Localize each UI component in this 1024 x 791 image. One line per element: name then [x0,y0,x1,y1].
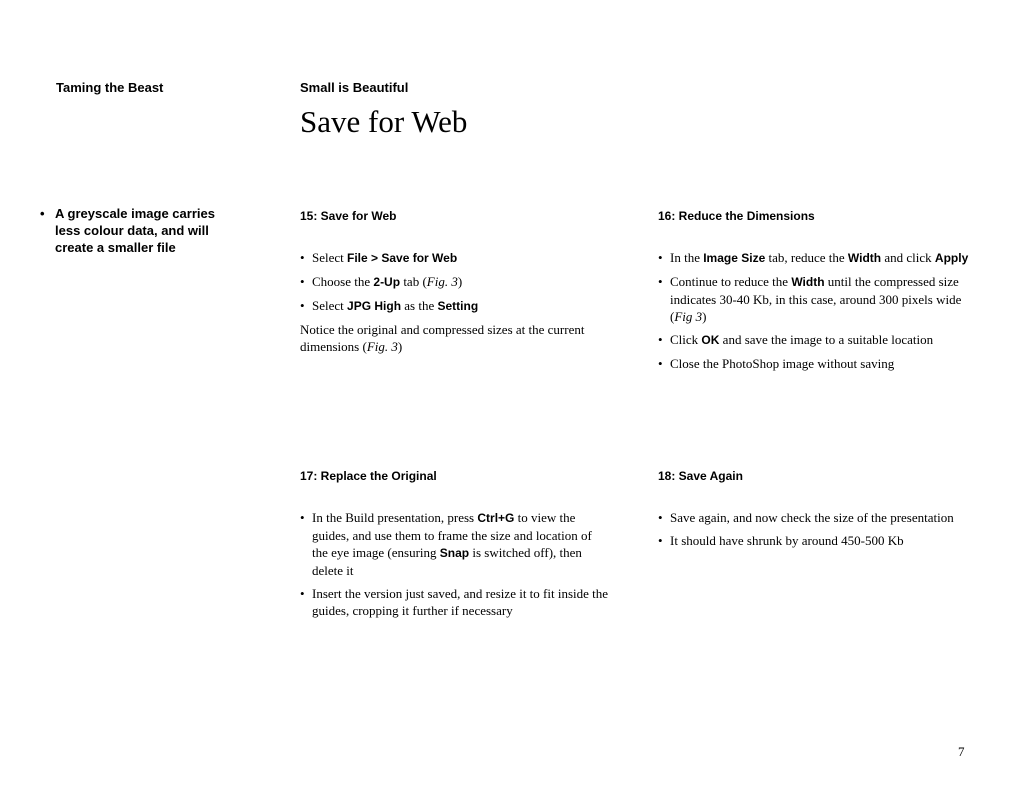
step-heading: 17: Replace the Original [300,469,437,483]
item-text: ) [702,309,707,324]
item-text: is switched off), then delete it [312,545,582,578]
item-text: In the [670,250,704,265]
step-body [658,249,978,372]
step-15-panel [300,209,620,355]
step-18-panel [658,469,978,555]
bullet-icon: • [300,274,305,289]
item-text: Continue to reduce the [670,274,792,289]
keyword: Setting [437,299,479,313]
section-subtitle: Small is Beautiful [300,80,409,95]
list-item [300,273,620,291]
bullet-icon: • [658,510,663,525]
list-item [658,273,978,325]
step-17-panel [300,469,610,625]
menu-path: File > Save for Web [347,251,458,265]
list-item [658,331,978,349]
item-text: Select [312,298,348,313]
step-body [300,509,610,619]
list-item [658,532,978,549]
keyword: Width [791,275,825,289]
keyword: 2-Up [373,275,401,289]
item-text: ) [457,274,463,289]
step-heading: 16: Reduce the Dimensions [658,209,815,223]
bullet-icon: • [40,206,45,221]
page-title: Save for Web [300,104,468,139]
list-item [658,355,978,372]
item-text: tab, reduce the [765,250,848,265]
list-item [658,509,978,526]
item-text: until the compressed size indicates 30-40 Kb, in this case, around 300 pixels wide ( [670,274,962,324]
item-text: In the Build presentation, press [312,510,478,525]
item-text: Choose the [312,274,374,289]
item-text: It should have shrunk by around 450-500 Kb [670,533,904,548]
item-text: Notice the original and compressed sizes at the current dimensions ( [300,322,585,354]
item-text: Insert the version just saved, and resize it to fit inside the guides, cropping it further if necessary [312,586,609,618]
item-text: as the [401,298,438,313]
list-item [300,297,620,315]
shortcut-key: Ctrl+G [477,511,515,525]
bullet-icon: • [658,356,663,371]
list-item [300,509,610,579]
bullet-icon: • [658,274,663,289]
keyword: JPG High [347,299,402,313]
list-item [300,249,620,267]
bullet-icon: • [300,298,305,313]
keyword: OK [701,333,720,347]
step-heading: 15: Save for Web [300,209,397,223]
page-number: 7 [958,744,965,759]
step-note [300,321,620,355]
keyword: Snap [439,546,470,560]
sidebar-note-text: A greyscale image carries less colour data, and will create a smaller file [55,206,215,255]
item-text: Save again, and now check the size of the presentation [670,510,954,525]
list-item [300,585,610,619]
keyword: Width [847,251,882,265]
list-item [40,205,240,256]
bullet-icon: • [658,250,663,265]
keyword: Apply [934,251,969,265]
left-section-title: Taming the Beast [56,80,164,95]
item-text: tab ( [400,274,427,289]
step-body [300,249,620,355]
bullet-icon: • [658,332,663,347]
item-text: and save the image to a suitable location [719,332,934,347]
item-text: and click [881,250,935,265]
list-item [658,249,978,267]
item-text: Click [670,332,702,347]
step-body [658,509,978,549]
sidebar-note [40,205,240,256]
bullet-icon: • [300,510,305,525]
item-text: Select [312,250,348,265]
bullet-icon: • [300,586,305,601]
item-text: ) [397,339,403,354]
bullet-icon: • [658,533,663,548]
item-text: to view the guides, and use them to frame the size and location of the eye image (ensuring [312,510,592,560]
figure-ref: Fig. 3 [426,274,458,289]
figure-ref: Fig 3 [674,309,703,324]
step-heading: 18: Save Again [658,469,743,483]
item-text: Close the PhotoShop image without saving [670,356,895,371]
bullet-icon: • [300,250,305,265]
keyword: Image Size [703,251,766,265]
figure-ref: Fig. 3 [366,339,398,354]
step-16-panel [658,209,978,378]
